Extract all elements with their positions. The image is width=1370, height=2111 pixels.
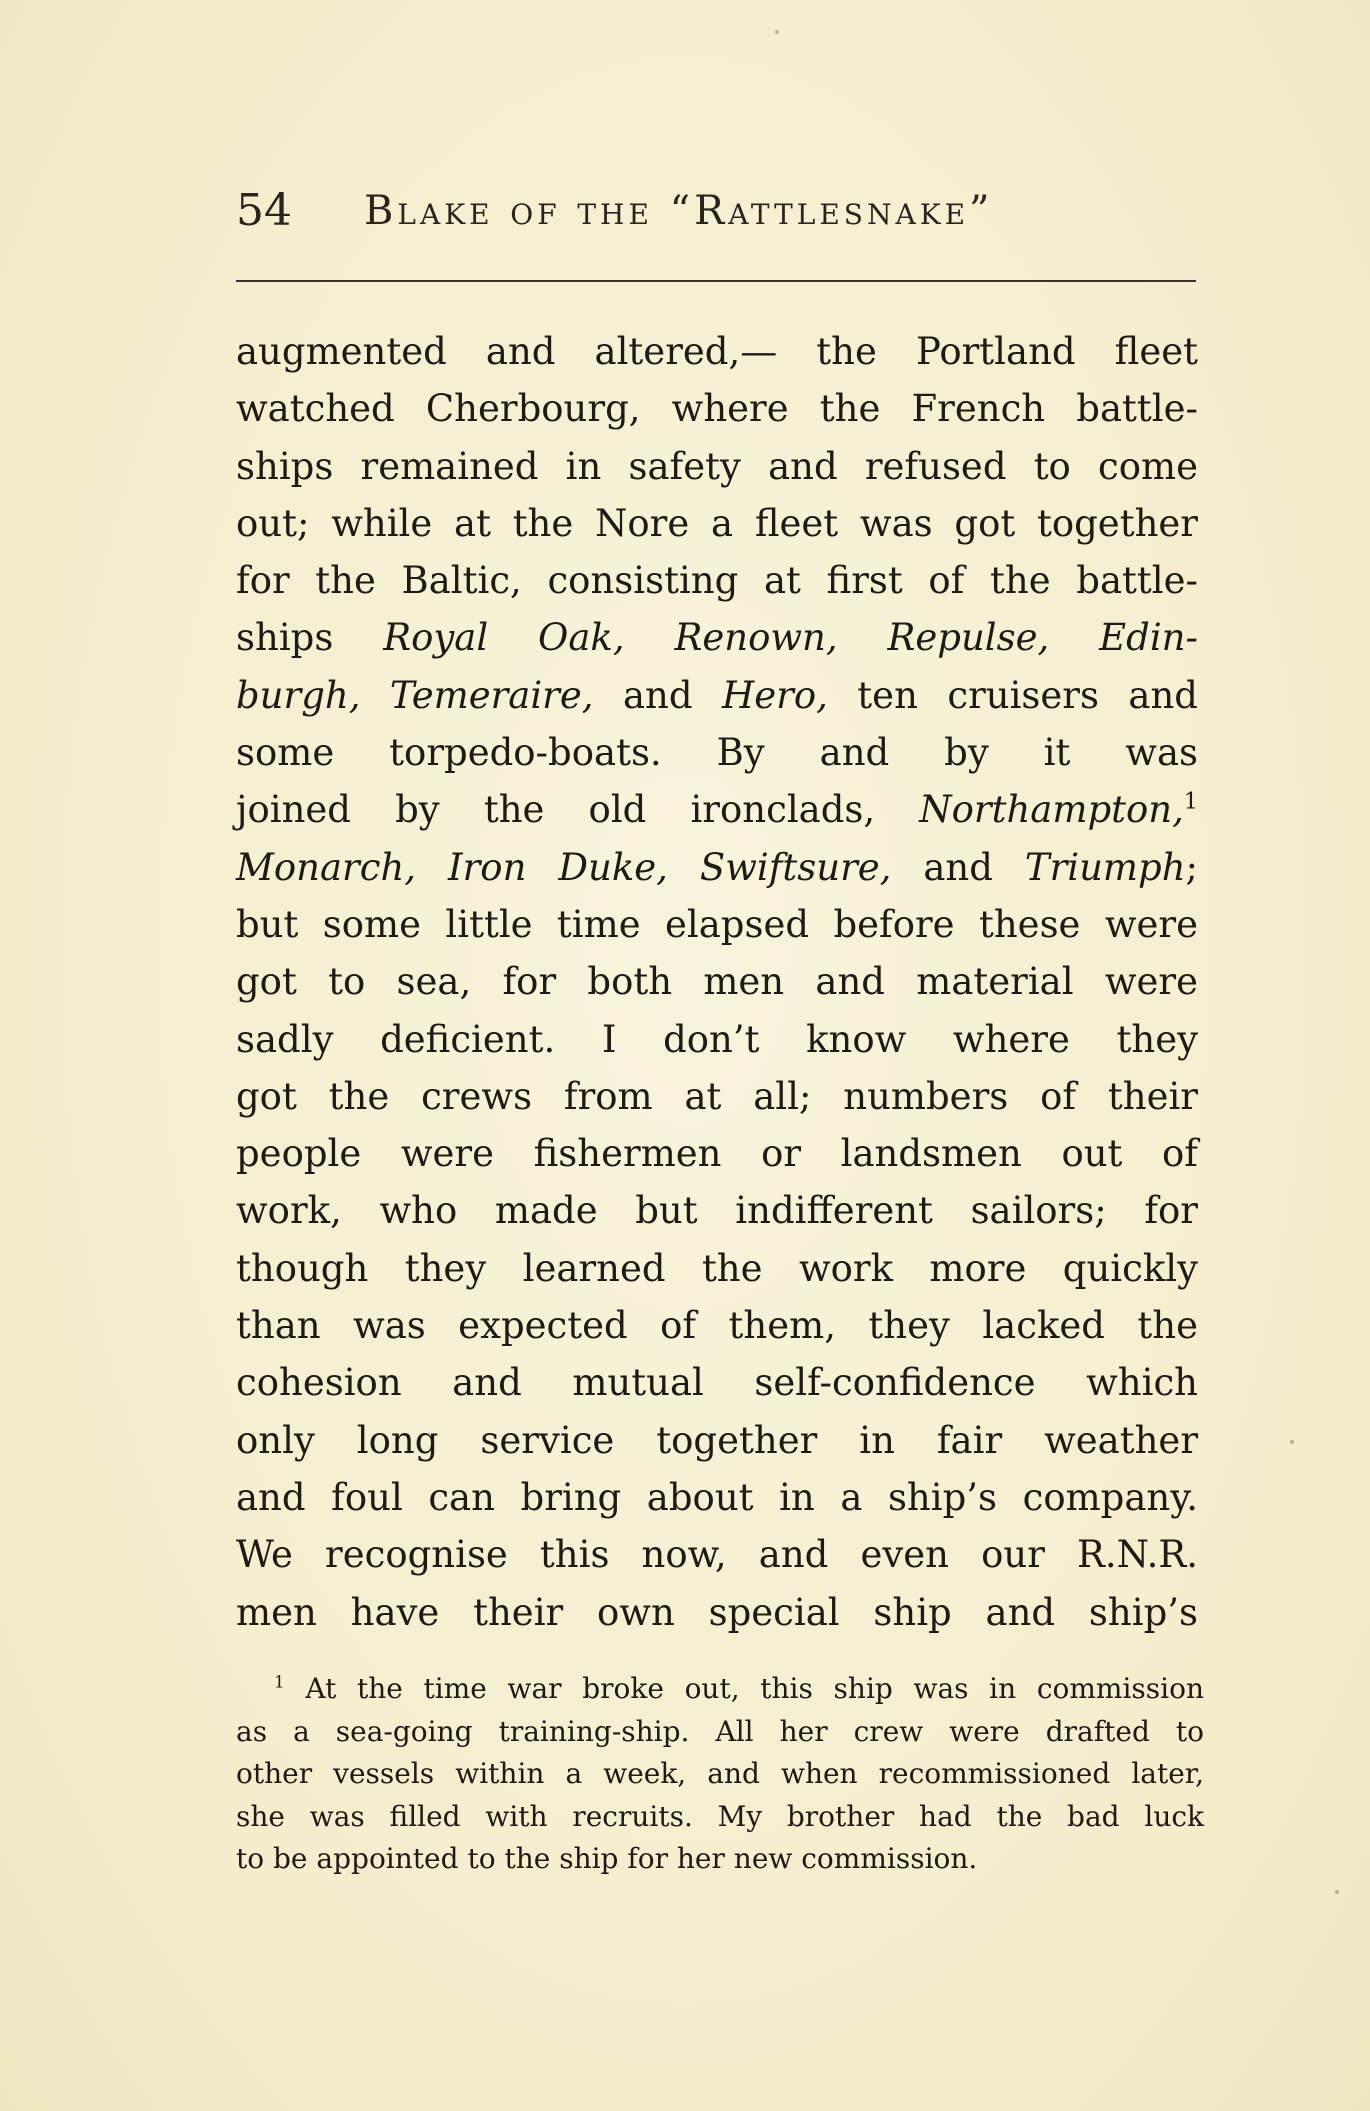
ship-name: Renown, [674,616,838,660]
ship-name: Temeraire, [389,673,594,717]
text-line: only long service together in fair weather [236,1418,1198,1462]
ship-name: Triumph [1024,845,1186,889]
text-line: though they learned the work more quickly [236,1246,1198,1290]
ship-name: burgh, [236,673,390,717]
text-line [236,609,1198,666]
footnote [236,1668,1204,1881]
body-text [236,323,1198,1641]
footnote-marker: 1 [274,1671,285,1692]
text-line [236,781,1198,838]
paper-speck [1335,1890,1339,1894]
text-segment: ; [1185,845,1198,889]
footnote-text: At the time war broke out, this ship was in commission [305,1672,1205,1705]
footnote-line: as a sea-going training-ship. All her crew were drafted to [236,1714,1204,1748]
footnote-line: to be appointed to the ship for her new commission. [236,1842,978,1875]
text-segment: ten cruisers and [827,673,1198,717]
page-header [236,175,1196,245]
paper-speck [1290,1440,1294,1444]
text-line: augmented and altered,— the Portland fleet [236,330,1198,373]
text-line: work, who made but indifferent sailors; for [236,1189,1198,1233]
text-line: men have their own special ship and ship’s [236,1590,1198,1634]
ship-name: Edin- [1099,616,1199,660]
text-line [236,667,1198,724]
text-line: watched Cherbourg, where the French battle- [236,387,1198,431]
text-segment: and [593,673,722,717]
footnote-line [236,1668,1204,1711]
text-line [236,839,1198,896]
ship-name: Royal Oak, [383,616,625,660]
ship-name: Repulse, [887,616,1050,660]
text-line: got the crews from at all; numbers of their [236,1074,1198,1118]
ship-name: Northampton, [919,788,1184,832]
text-line: sadly deficient. I don’t know where they [236,1017,1198,1061]
footnote-line: she was filled with recruits. My brother had the bad luck [236,1799,1204,1833]
running-title: Blake of the “Rattlesnake” [364,188,994,234]
text-line: but some little time elapsed before these were [236,902,1198,946]
text-line: and foul can bring about in a ship’s company. [236,1475,1198,1519]
text-line: for the Baltic, consisting at first of the battle- [236,559,1198,603]
text-segment: joined by the old ironclads, [236,788,920,832]
text-segment: ships [236,616,384,660]
header-rule [236,280,1196,282]
ship-name: Iron Duke, [448,845,668,889]
text-line: people were fishermen or landsmen out of [236,1132,1198,1176]
text-line: We recognise this now, and even our R.N.R. [236,1533,1198,1577]
text-line: some torpedo-boats. By and by it was [236,731,1198,775]
text-line: ships remained in safety and refused to come [236,444,1198,488]
ship-name: Hero, [721,673,828,717]
text-line: got to sea, for both men and material were [236,960,1198,1004]
page-number: 54 [236,185,292,236]
text-segment: and [891,845,1025,889]
footnote-reference: 1 [1183,789,1198,816]
footnote-line: other vessels within a week, and when recommissioned later, [236,1757,1204,1790]
ship-name: Swiftsure, [699,845,892,889]
text-line: than was expected of them, they lacked the [236,1304,1198,1348]
ship-name: Monarch, [236,845,417,889]
paper-speck [775,30,779,34]
text-line: cohesion and mutual self-confidence which [236,1361,1198,1405]
text-line: out; while at the Nore a fleet was got together [236,501,1198,545]
